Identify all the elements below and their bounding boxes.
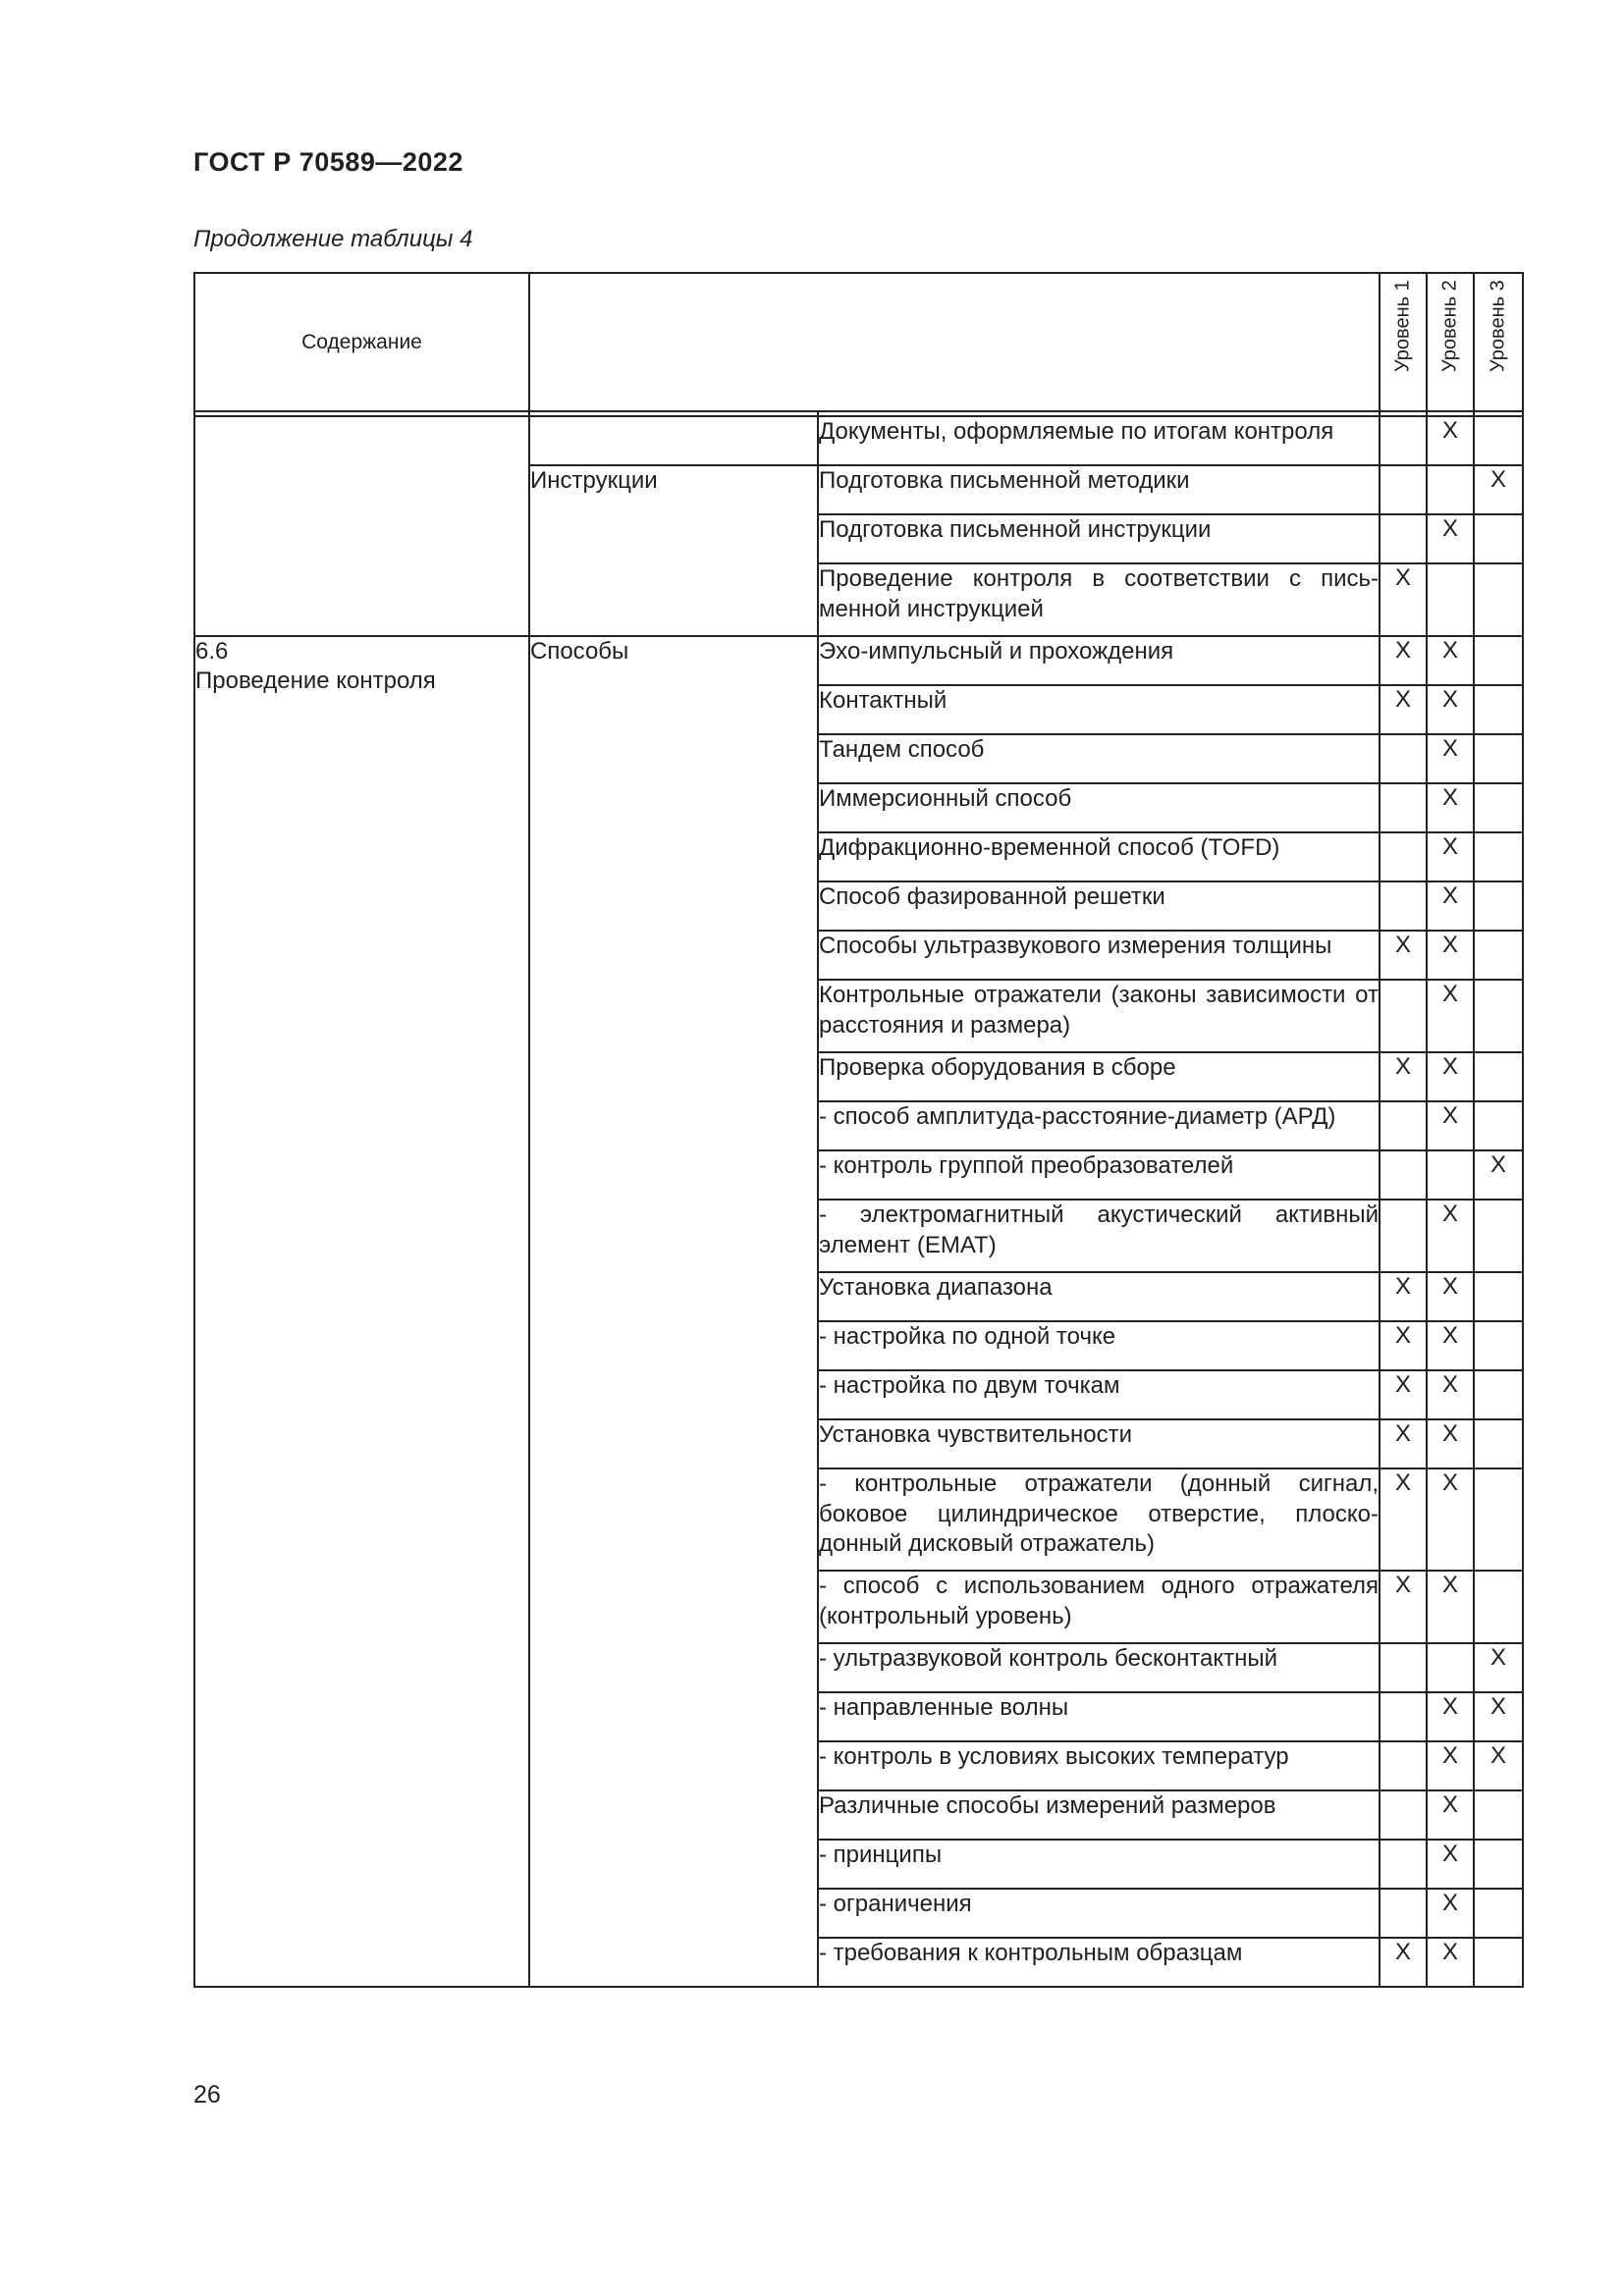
- item-cell: Контактный: [818, 685, 1380, 734]
- level-3-mark: [1474, 980, 1523, 1052]
- header-level-3-label: Уровень 3: [1487, 280, 1509, 372]
- level-3-mark: [1474, 514, 1523, 563]
- level-3-mark: [1474, 1889, 1523, 1938]
- item-cell: Проведение контроля в соответствии с письменной инструкцией: [818, 563, 1380, 636]
- level-2-mark: X: [1427, 1370, 1474, 1419]
- section-cell: [194, 416, 529, 636]
- level-1-mark: X: [1380, 636, 1427, 685]
- table-row: [194, 636, 1523, 685]
- item-cell: - настройка по двум точкам: [818, 1370, 1380, 1419]
- level-2-mark: X: [1427, 832, 1474, 881]
- item-cell: Способ фазированной решетки: [818, 881, 1380, 931]
- level-1-mark: [1380, 783, 1427, 832]
- item-cell: - контроль группой преобразователей: [818, 1150, 1380, 1200]
- level-1-mark: [1380, 1790, 1427, 1840]
- level-3-mark: [1474, 783, 1523, 832]
- level-2-mark: X: [1427, 1790, 1474, 1840]
- level-2-mark: X: [1427, 514, 1474, 563]
- header-level-2: [1427, 273, 1474, 411]
- level-3-mark: [1474, 1419, 1523, 1468]
- item-cell: Способы ультразвукового измерения толщины: [818, 931, 1380, 980]
- level-2-mark: X: [1427, 1468, 1474, 1571]
- level-1-mark: X: [1380, 931, 1427, 980]
- level-3-mark: [1474, 1571, 1523, 1643]
- level-3-mark: [1474, 1052, 1523, 1101]
- level-2-mark: X: [1427, 416, 1474, 465]
- level-2-mark: X: [1427, 931, 1474, 980]
- level-3-mark: [1474, 734, 1523, 783]
- header-topic: [529, 273, 1380, 411]
- level-1-mark: X: [1380, 1052, 1427, 1101]
- item-cell: Подготовка письменной методики: [818, 465, 1380, 514]
- level-2-mark: X: [1427, 636, 1474, 685]
- level-2-mark: X: [1427, 1052, 1474, 1101]
- document-code: ГОСТ Р 70589—2022: [193, 147, 463, 177]
- level-3-mark: [1474, 416, 1523, 465]
- level-1-mark: [1380, 832, 1427, 881]
- level-2-mark: X: [1427, 1101, 1474, 1150]
- table-caption: Продолжение таблицы 4: [193, 226, 473, 252]
- level-1-mark: [1380, 1741, 1427, 1790]
- section-cell: [194, 636, 529, 1987]
- level-1-mark: X: [1380, 1419, 1427, 1468]
- competency-table: [193, 272, 1524, 1988]
- level-2-mark: X: [1427, 1272, 1474, 1321]
- item-cell: Проверка оборудования в сборе: [818, 1052, 1380, 1101]
- item-cell: - требования к контрольным образцам: [818, 1938, 1380, 1987]
- level-2-mark: X: [1427, 881, 1474, 931]
- item-cell: Установка диапазона: [818, 1272, 1380, 1321]
- subsection-cell: [529, 416, 818, 465]
- level-3-mark: [1474, 636, 1523, 685]
- table-header-row: [194, 273, 1523, 411]
- table-row: [194, 416, 1523, 465]
- level-3-mark: X: [1474, 1643, 1523, 1692]
- item-cell: Подготовка письменной инструкции: [818, 514, 1380, 563]
- header-level-1-label: Уровень 1: [1391, 280, 1414, 372]
- item-cell: Различные способы измерений размеров: [818, 1790, 1380, 1840]
- item-cell: Контрольные отражатели (законы зависимости от расстояния и размера): [818, 980, 1380, 1052]
- item-cell: Эхо-импульсный и прохождения: [818, 636, 1380, 685]
- item-cell: - контрольные отражатели (донный сигнал, боковое цилиндрическое отверстие, плоскодонный дисковый отражатель): [818, 1468, 1380, 1571]
- item-cell: - способ с использованием одного отражателя (контрольный уровень): [818, 1571, 1380, 1643]
- level-1-mark: [1380, 514, 1427, 563]
- level-2-mark: [1427, 563, 1474, 636]
- level-3-mark: X: [1474, 1741, 1523, 1790]
- section-title: Проведение контроля: [195, 667, 436, 694]
- page-number: 26: [193, 2081, 221, 2109]
- level-2-mark: X: [1427, 1889, 1474, 1938]
- item-cell: Документы, оформляемые по итогам контроля: [818, 416, 1380, 465]
- level-1-mark: X: [1380, 685, 1427, 734]
- level-1-mark: [1380, 416, 1427, 465]
- level-3-mark: [1474, 1272, 1523, 1321]
- item-cell: - направленные волны: [818, 1692, 1380, 1741]
- level-2-mark: X: [1427, 685, 1474, 734]
- level-3-mark: [1474, 1790, 1523, 1840]
- header-level-2-label: Уровень 2: [1438, 280, 1461, 372]
- level-1-mark: [1380, 465, 1427, 514]
- level-2-mark: X: [1427, 980, 1474, 1052]
- level-1-mark: X: [1380, 1468, 1427, 1571]
- level-3-mark: [1474, 931, 1523, 980]
- level-1-mark: [1380, 1150, 1427, 1200]
- level-3-mark: [1474, 1200, 1523, 1272]
- level-2-mark: X: [1427, 1840, 1474, 1889]
- level-3-mark: X: [1474, 465, 1523, 514]
- item-cell: - принципы: [818, 1840, 1380, 1889]
- level-2-mark: X: [1427, 1692, 1474, 1741]
- level-3-mark: [1474, 1370, 1523, 1419]
- section-number: 6.6: [195, 638, 229, 665]
- level-3-mark: [1474, 563, 1523, 636]
- item-cell: - контроль в условиях высоких температур: [818, 1741, 1380, 1790]
- level-1-mark: [1380, 1840, 1427, 1889]
- level-3-mark: [1474, 1321, 1523, 1370]
- level-1-mark: [1380, 1101, 1427, 1150]
- item-cell: - ограничения: [818, 1889, 1380, 1938]
- item-cell: Иммерсионный способ: [818, 783, 1380, 832]
- level-2-mark: X: [1427, 734, 1474, 783]
- level-3-mark: [1474, 1101, 1523, 1150]
- level-2-mark: X: [1427, 1200, 1474, 1272]
- item-cell: Дифракционно-временной способ (TOFD): [818, 832, 1380, 881]
- level-1-mark: [1380, 1889, 1427, 1938]
- level-1-mark: [1380, 980, 1427, 1052]
- level-1-mark: X: [1380, 1571, 1427, 1643]
- level-1-mark: [1380, 1643, 1427, 1692]
- subsection-cell: Способы: [529, 636, 818, 1987]
- level-1-mark: [1380, 1200, 1427, 1272]
- subsection-cell: Инструкции: [529, 465, 818, 636]
- level-3-mark: [1474, 881, 1523, 931]
- level-3-mark: [1474, 1938, 1523, 1987]
- level-3-mark: [1474, 1840, 1523, 1889]
- header-level-3: [1474, 273, 1523, 411]
- level-1-mark: [1380, 1692, 1427, 1741]
- item-cell: Тандем способ: [818, 734, 1380, 783]
- level-2-mark: X: [1427, 1741, 1474, 1790]
- level-3-mark: X: [1474, 1692, 1523, 1741]
- table-body: [194, 416, 1523, 1987]
- level-1-mark: [1380, 881, 1427, 931]
- header-level-1: [1380, 273, 1427, 411]
- level-2-mark: X: [1427, 783, 1474, 832]
- level-3-mark: [1474, 1468, 1523, 1571]
- item-cell: - способ амплитуда-расстояние-диаметр (АРД): [818, 1101, 1380, 1150]
- item-cell: - электромагнитный акустический активный элемент (EMAT): [818, 1200, 1380, 1272]
- level-3-mark: [1474, 685, 1523, 734]
- level-3-mark: [1474, 832, 1523, 881]
- level-1-mark: X: [1380, 1938, 1427, 1987]
- level-2-mark: [1427, 465, 1474, 514]
- level-1-mark: X: [1380, 1321, 1427, 1370]
- level-2-mark: X: [1427, 1321, 1474, 1370]
- item-cell: Установка чувствительности: [818, 1419, 1380, 1468]
- level-2-mark: X: [1427, 1938, 1474, 1987]
- level-1-mark: X: [1380, 1370, 1427, 1419]
- level-2-mark: X: [1427, 1419, 1474, 1468]
- level-1-mark: X: [1380, 563, 1427, 636]
- level-1-mark: X: [1380, 1272, 1427, 1321]
- level-2-mark: X: [1427, 1571, 1474, 1643]
- level-2-mark: [1427, 1150, 1474, 1200]
- level-2-mark: [1427, 1643, 1474, 1692]
- item-cell: - ультразвуковой контроль бесконтактный: [818, 1643, 1380, 1692]
- item-cell: - настройка по одной точке: [818, 1321, 1380, 1370]
- header-content: Содержание: [194, 273, 529, 411]
- level-1-mark: [1380, 734, 1427, 783]
- level-3-mark: X: [1474, 1150, 1523, 1200]
